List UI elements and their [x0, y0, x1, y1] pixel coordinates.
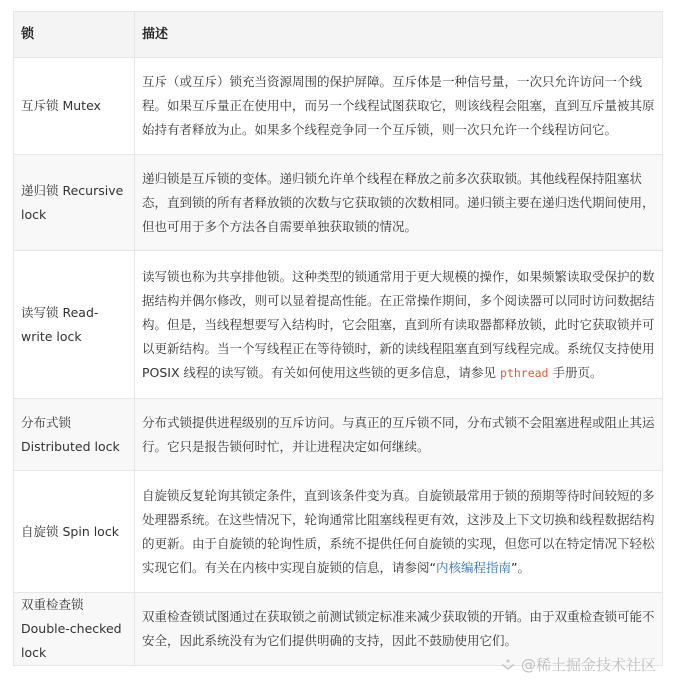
lock-description: 分布式锁提供进程级别的互斥访问。与真正的互斥锁不同，分布式锁不会阻塞进程或阻止其运行。它只是报告锁何时忙，并让进程决定如何继续。 — [135, 399, 663, 471]
table-row — [14, 58, 663, 155]
lock-name: 互斥锁 Mutex — [14, 58, 135, 155]
lock-name: 递归锁 Recursive lock — [14, 155, 135, 251]
lock-name: 读写锁 Read-write lock — [14, 251, 135, 399]
table-row — [14, 251, 663, 399]
table-row — [14, 399, 663, 471]
description-text-end: 手册页。 — [548, 364, 603, 380]
header-lock: 锁 — [14, 12, 135, 58]
lock-types-table — [13, 11, 663, 666]
lock-description: 互斥（或互斥）锁充当资源周围的保护屏障。互斥体是一种信号量，一次只允许访问一个线程。如果互斥量正在使用中，而另一个线程试图获取它，则该线程会阻塞，直到互斥量被其原始持有者释放为止。如果多个线程竞争同一个互斥锁，则一次只允许一个线程访问它。 — [135, 58, 663, 155]
lock-description — [135, 471, 663, 593]
table-header-row — [14, 12, 663, 58]
table-row — [14, 155, 663, 251]
lock-description: 递归锁是互斥锁的变体。递归锁允许单个线程在释放之前多次获取锁。其他线程保持阻塞状态，直到锁的所有者释放锁的次数与它获取锁的次数相同。递归锁主要在递归迭代期间使用，但也可用于多个方法各自需要单独获取锁的情况。 — [135, 155, 663, 251]
lock-name: 分布式锁 Distributed lock — [14, 399, 135, 471]
lock-description — [135, 251, 663, 399]
watermark — [500, 654, 656, 675]
description-text: 读写锁也称为共享排他锁。这种类型的锁通常用于更大规模的操作，如果频繁读取受保护的数据结构并偶尔修改，则可以显着提高性能。在正常操作期间，多个阅读器可以同时访问数据结构。但是，当线程想要写入结构时，它会阻塞，直到所有读取器都释放锁，此时它获取锁并可以更新结构。当一个写线程正在等待锁时，新的读线程阻塞直到写线程完成。系统仅支持使用 POSIX 线程的读写锁。有关如何使用这些锁的更多信息，请参见 — [142, 268, 655, 380]
juejin-logo-icon — [500, 657, 516, 673]
description-text: 自旋锁反复轮询其锁定条件，直到该条件变为真。自旋锁最常用于锁的预期等待时间较短的多处理器系统。在这些情况下，轮询通常比阻塞线程更有效，这涉及上下文切换和线程数据结构的更新。由于自旋锁的轮询性质，系统不提供任何自旋锁的实现，但您可以在特定情况下轻松实现它们。有关在内核中实现自旋锁的信息，请参阅“ — [142, 487, 655, 575]
watermark-text: @稀土掘金技术社区 — [520, 656, 656, 674]
lock-name: 双重检查锁 Double-checked lock — [14, 593, 135, 666]
lock-description: 双重检查锁试图通过在获取锁之前测试锁定标准来减少获取锁的开销。由于双重检查锁可能不安全，因此系统没有为它们提供明确的支持，因此不鼓励使用它们。 — [135, 593, 663, 666]
description-text-end: ”。 — [511, 559, 530, 575]
lock-name: 自旋锁 Spin lock — [14, 471, 135, 593]
kernel-programming-guide-link[interactable]: 内核编程指南 — [435, 559, 511, 575]
header-description: 描述 — [135, 12, 663, 58]
inline-code-pthread: pthread — [500, 365, 549, 380]
table-row — [14, 471, 663, 593]
